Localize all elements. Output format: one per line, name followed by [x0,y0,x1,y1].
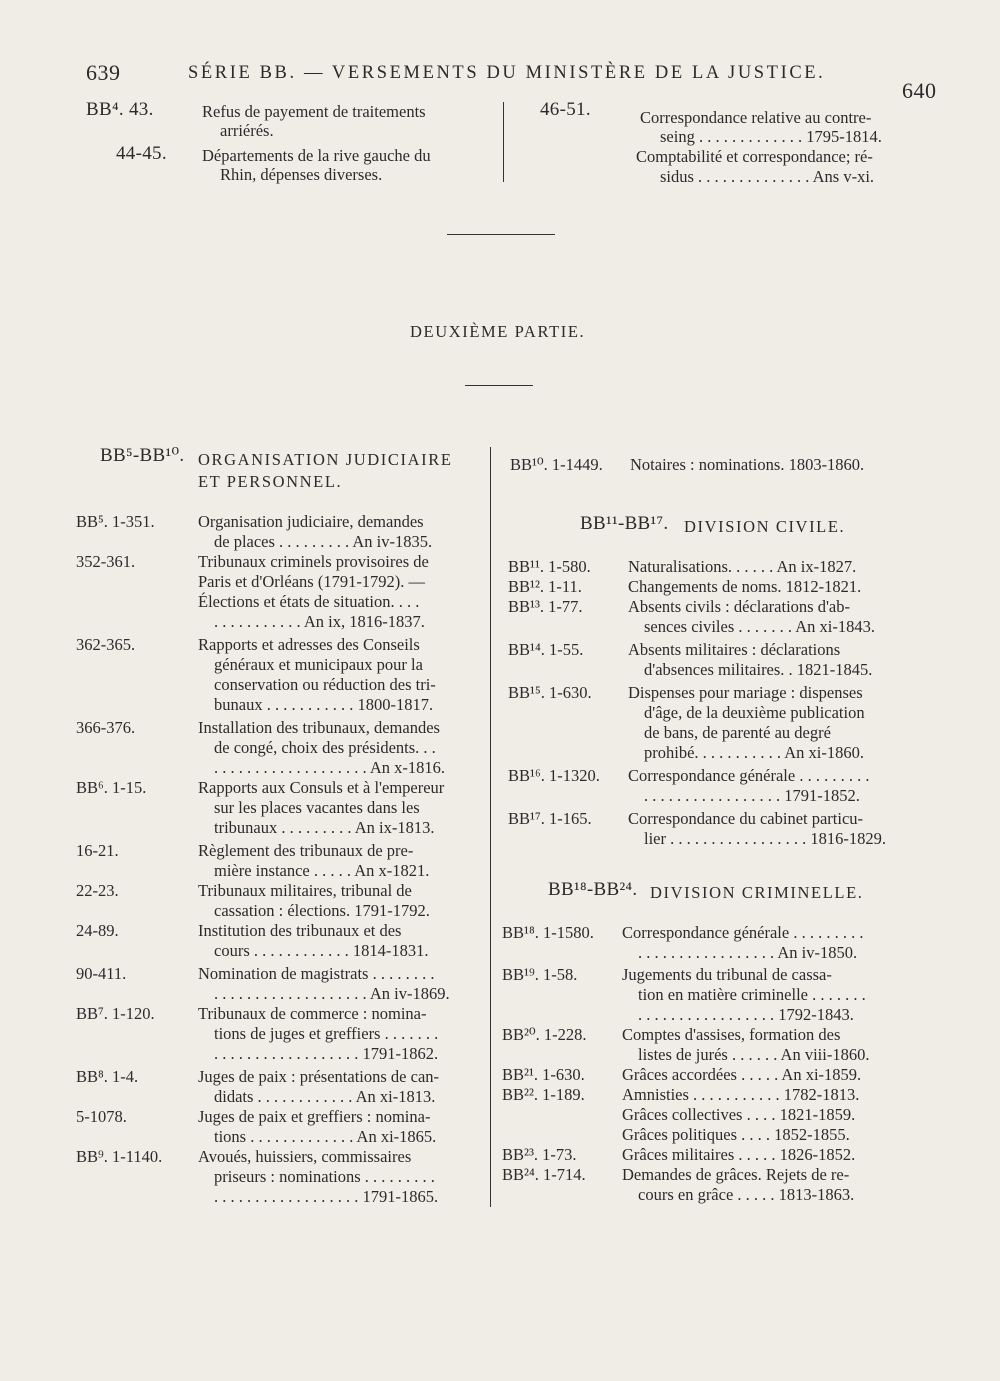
entry-code: BB²¹. 1-630. [502,1065,585,1084]
entry-line: . . . . . . . . . . . . . . . . . . 1791-1865. [214,1187,439,1206]
entry-line: Départements de la rive gauche du [202,146,431,165]
entry-line: Jugements du tribunal de cassa- [622,965,832,984]
section-title: ORGANISATION JUDICIAIRE [198,450,453,469]
entry-line: . . . . . . . . . . . . . . . . . 1791-1852. [644,786,860,805]
entry-line: de bans, de parenté au degré [644,723,831,742]
section-title: ET PERSONNEL. [198,472,343,491]
entry-code: BB²². 1-189. [502,1085,585,1104]
entry-line: Rhin, dépenses diverses. [220,165,383,184]
entry-line: tions . . . . . . . . . . . . . An xi-1865. [214,1127,437,1146]
entry-line: Juges de paix et greffiers : nomina- [198,1107,431,1126]
entry-line: Tribunaux de commerce : nomina- [198,1004,427,1023]
section-title: DIVISION CRIMINELLE. [650,883,864,902]
entry-line: didats . . . . . . . . . . . . An xi-1813. [214,1087,436,1106]
entry-line: Comptes d'assises, formation des [622,1025,841,1044]
entry-line: Nomination de magistrats . . . . . . . . [198,964,435,983]
entry-line: Grâces militaires . . . . . 1826-1852. [622,1145,856,1164]
page-number-left: 639 [86,60,121,85]
entry-code: BB¹³. 1-77. [508,597,583,616]
page-title: SÉRIE BB. — VERSEMENTS DU MINISTÈRE DE LA JUSTICE. [188,63,826,83]
entry-line: Notaires : nominations. 1803-1860. [630,455,865,474]
entry-line: Institution des tribunaux et des [198,921,402,940]
entry-line: Absents militaires : déclarations [628,640,841,659]
entry-line: Tribunaux militaires, tribunal de [198,881,412,900]
entry-line: Refus de payement de traitements [202,102,426,121]
entry-code: BB⁶. 1-15. [76,778,147,797]
entry-code: BB⁹. 1-1140. [76,1147,163,1166]
entry-line: lier . . . . . . . . . . . . . . . . . 1816-1829. [644,829,886,848]
entry-code: BB²³. 1-73. [502,1145,577,1164]
entry-code: 44-45. [116,143,167,164]
entry-code: BB¹⁶. 1-1320. [508,766,600,785]
entry-line: Grâces accordées . . . . . An xi-1859. [622,1065,862,1084]
entry-line: tion en matière criminelle . . . . . . . [638,985,866,1004]
entry-code: BB⁴. 43. [86,99,154,120]
entry-line: de congé, choix des présidents. . . [214,738,436,757]
column-divider [503,102,504,182]
entry-line: . . . . . . . . . . . . . . . . . . . An x-1816. [214,758,445,777]
entry-line: Grâces collectives . . . . 1821-1859. [622,1105,856,1124]
entry-line: Organisation judiciaire, demandes [198,512,424,531]
entry-code: 90-411. [76,964,127,983]
entry-code: 362-365. [76,635,136,654]
entry-line: prohibé. . . . . . . . . . . An xi-1860. [644,743,864,762]
entry-line: Changements de noms. 1812-1821. [628,577,862,596]
column-divider [490,447,491,1207]
entry-code: BB¹⁸. 1-1580. [502,923,594,942]
entry-line: seing . . . . . . . . . . . . . 1795-1814. [660,127,882,146]
entry-line: Naturalisations. . . . . . An ix-1827. [628,557,857,576]
entry-line: d'absences militaires. . 1821-1845. [644,660,873,679]
entry-line: Comptabilité et correspondance; ré- [636,147,873,166]
entry-code: BB¹⁵. 1-630. [508,683,592,702]
entry-line: Paris et d'Orléans (1791-1792). — [198,572,426,591]
entry-line: Élections et états de situation. . . . [198,592,420,611]
entry-line: Tribunaux criminels provisoires de [198,552,429,571]
entry-line: tribunaux . . . . . . . . . An ix-1813. [214,818,435,837]
entry-line: priseurs : nominations . . . . . . . . . [214,1167,435,1186]
entry-code: 22-23. [76,881,119,900]
entry-line: cours en grâce . . . . . 1813-1863. [638,1185,855,1204]
entry-line: arriérés. [220,121,274,140]
entry-code: 16-21. [76,841,119,860]
entry-code: BB⁷. 1-120. [76,1004,155,1023]
entry-code: BB²⁰. 1-228. [502,1025,587,1044]
entry-line: Correspondance générale . . . . . . . . . [628,766,870,785]
entry-line: Correspondance générale . . . . . . . . . [622,923,864,942]
entry-line: Dispenses pour mariage : dispenses [628,683,863,702]
entry-line: Amnisties . . . . . . . . . . . 1782-1813. [622,1085,860,1104]
entry-line: d'âge, de la deuxième publication [644,703,865,722]
entry-line: . . . . . . . . . . . . . . . . . An iv-1850. [638,943,858,962]
entry-code: BB¹⁹. 1-58. [502,965,578,984]
entry-code: BB⁵. 1-351. [76,512,155,531]
entry-line: sences civiles . . . . . . . An xi-1843. [644,617,875,636]
entry-line: de places . . . . . . . . . An iv-1835. [214,532,433,551]
section-code: BB¹¹-BB¹⁷. [580,513,669,534]
separator-rule [465,385,533,386]
entry-code: BB¹¹. 1-580. [508,557,591,576]
entry-line: Correspondance relative au contre- [640,108,872,127]
entry-code: BB⁸. 1-4. [76,1067,139,1086]
separator-rule [447,234,555,235]
entry-line: Règlement des tribunaux de pre- [198,841,414,860]
entry-line: sidus . . . . . . . . . . . . . . Ans v-xi. [660,167,875,186]
entry-code: 5-1078. [76,1107,127,1126]
entry-code: BB¹². 1-11. [508,577,582,596]
entry-line: conservation ou réduction des tri- [214,675,436,694]
entry-line: Correspondance du cabinet particu- [628,809,864,828]
entry-code: 24-89. [76,921,119,940]
entry-line: sur les places vacantes dans les [214,798,420,817]
entry-line: généraux et municipaux pour la [214,655,423,674]
part-title: DEUXIÈME PARTIE. [410,322,586,341]
entry-code: 46-51. [540,99,591,120]
entry-line: mière instance . . . . . An x-1821. [214,861,430,880]
entry-line: Rapports aux Consuls et à l'empereur [198,778,445,797]
entry-code: BB²⁴. 1-714. [502,1165,586,1184]
entry-line: . . . . . . . . . . . . . . . . . . . An iv-1869. [214,984,450,1003]
entry-line: cassation : élections. 1791-1792. [214,901,430,920]
entry-code: BB¹⁰. 1-1449. [510,455,603,474]
entry-line: . . . . . . . . . . . . . . . . . . 1791-1862. [214,1044,439,1063]
entry-code: 352-361. [76,552,136,571]
entry-line: Rapports et adresses des Conseils [198,635,420,654]
page-number-right: 640 [902,78,937,103]
entry-line: Installation des tribunaux, demandes [198,718,440,737]
entry-line: Grâces politiques . . . . 1852-1855. [622,1125,850,1144]
entry-line: Demandes de grâces. Rejets de re- [622,1165,850,1184]
entry-line: tions de juges et greffiers . . . . . . . [214,1024,439,1043]
entry-line: . . . . . . . . . . . . . . . . . 1792-1843. [638,1005,854,1024]
entry-line: listes de jurés . . . . . . An viii-1860. [638,1045,870,1064]
entry-line: . . . . . . . . . . . An ix, 1816-1837. [214,612,425,631]
entry-code: 366-376. [76,718,136,737]
entry-code: BB¹⁷. 1-165. [508,809,592,828]
section-code: BB⁵-BB¹⁰. [100,445,185,466]
entry-line: Avoués, huissiers, commissaires [198,1147,412,1166]
entry-line: cours . . . . . . . . . . . . 1814-1831. [214,941,429,960]
section-title: DIVISION CIVILE. [684,517,846,536]
entry-line: bunaux . . . . . . . . . . . 1800-1817. [214,695,434,714]
entry-line: Absents civils : déclarations d'ab- [628,597,851,616]
section-code: BB¹⁸-BB²⁴. [548,879,638,900]
entry-line: Juges de paix : présentations de can- [198,1067,440,1086]
entry-code: BB¹⁴. 1-55. [508,640,584,659]
